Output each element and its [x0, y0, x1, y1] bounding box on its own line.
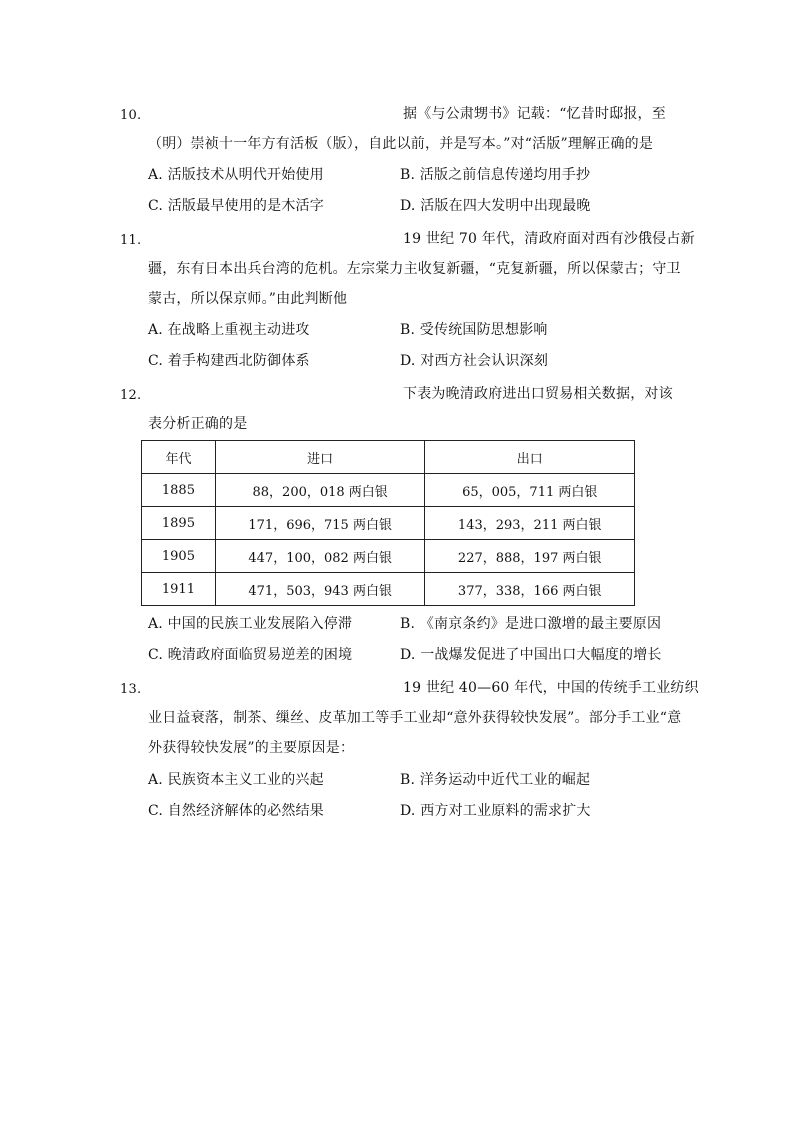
question-stem-line: 外获得较快发展”的主要原因是：: [148, 740, 355, 756]
table-cell-export: 143，293，211 两白银: [425, 507, 635, 540]
table-header-cell: 出口: [425, 441, 635, 474]
table-row: [142, 540, 635, 573]
option-b[interactable]: B. 洋务运动中近代工业的崛起: [400, 772, 591, 788]
table-cell-import: 171，696，715 两白银: [215, 507, 425, 540]
table-header-cell: 年代: [142, 441, 216, 474]
trade-data-table: [141, 440, 635, 606]
option-b[interactable]: B. 《南京条约》是进口激增的最主要原因: [400, 616, 662, 632]
question-stem-line: 下表为晚清政府进出口贸易相关数据，对该: [403, 386, 673, 402]
option-c[interactable]: C. 活版最早使用的是木活字: [148, 198, 324, 214]
table-cell-import: 471，503，943 两白银: [215, 573, 425, 606]
question-stem-line: 据《与公肃甥书》记载：“忆昔时邸报，至: [403, 106, 666, 122]
table-cell-import: 88，200，018 两白银: [215, 474, 425, 507]
table-cell-export: 227，888，197 两白银: [425, 540, 635, 573]
question-stem-line: 蒙古，所以保京师。”由此判断他: [148, 291, 348, 307]
table-cell-year: 1885: [142, 474, 216, 507]
question-stem-line: 疆，东有日本出兵台湾的危机。左宗棠力主收复新疆，“克复新疆，所以保蒙古；守卫: [148, 261, 681, 277]
option-c[interactable]: C. 着手构建西北防御体系: [148, 353, 310, 369]
option-d[interactable]: D. 对西方社会认识深刻: [400, 353, 549, 369]
table-cell-year: 1911: [142, 573, 216, 606]
question-number: 10.: [120, 108, 142, 123]
table-header-cell: 进口: [215, 441, 425, 474]
option-c[interactable]: C. 自然经济解体的必然结果: [148, 803, 324, 819]
table-row: [142, 474, 635, 507]
option-b[interactable]: B. 活版之前信息传递均用手抄: [400, 167, 591, 183]
table-cell-year: 1895: [142, 507, 216, 540]
question-stem-line: 19 世纪 70 年代，清政府面对西有沙俄侵占新: [403, 231, 695, 247]
option-d[interactable]: D. 一战爆发促进了中国出口大幅度的增长: [400, 647, 662, 663]
option-c[interactable]: C. 晚清政府面临贸易逆差的困境: [148, 647, 353, 663]
question-number: 13.: [120, 682, 142, 697]
option-a[interactable]: A. 活版技术从明代开始使用: [148, 167, 324, 183]
option-d[interactable]: D. 西方对工业原料的需求扩大: [400, 803, 591, 819]
table-row: [142, 573, 635, 606]
question-number: 11.: [120, 233, 142, 248]
question-stem-line: 表分析正确的是: [148, 416, 248, 432]
question-stem-line: 19 世纪 40—60 年代，中国的传统手工业纺织: [403, 680, 699, 696]
table-cell-import: 447，100，082 两白银: [215, 540, 425, 573]
table-header-row: [142, 441, 635, 474]
table-row: [142, 507, 635, 540]
question-number: 12.: [120, 388, 142, 403]
option-b[interactable]: B. 受传统国防思想影响: [400, 322, 548, 338]
question-stem-line: 业日益衰落，制茶、缫丝、皮革加工等手工业却“意外获得较快发展”。部分手工业“意: [148, 710, 682, 726]
table-cell-year: 1905: [142, 540, 216, 573]
option-a[interactable]: A. 中国的民族工业发展陷入停滞: [148, 616, 353, 632]
option-a[interactable]: A. 在战略上重视主动进攻: [148, 322, 310, 338]
question-stem-line: （明）崇祯十一年方有活板（版），自此以前，并是写本。”对“活版”理解正确的是: [148, 136, 654, 152]
option-d[interactable]: D. 活版在四大发明中出现最晚: [400, 198, 591, 214]
table-cell-export: 65，005，711 两白银: [425, 474, 635, 507]
option-a[interactable]: A. 民族资本主义工业的兴起: [148, 772, 324, 788]
table-cell-export: 377，338，166 两白银: [425, 573, 635, 606]
